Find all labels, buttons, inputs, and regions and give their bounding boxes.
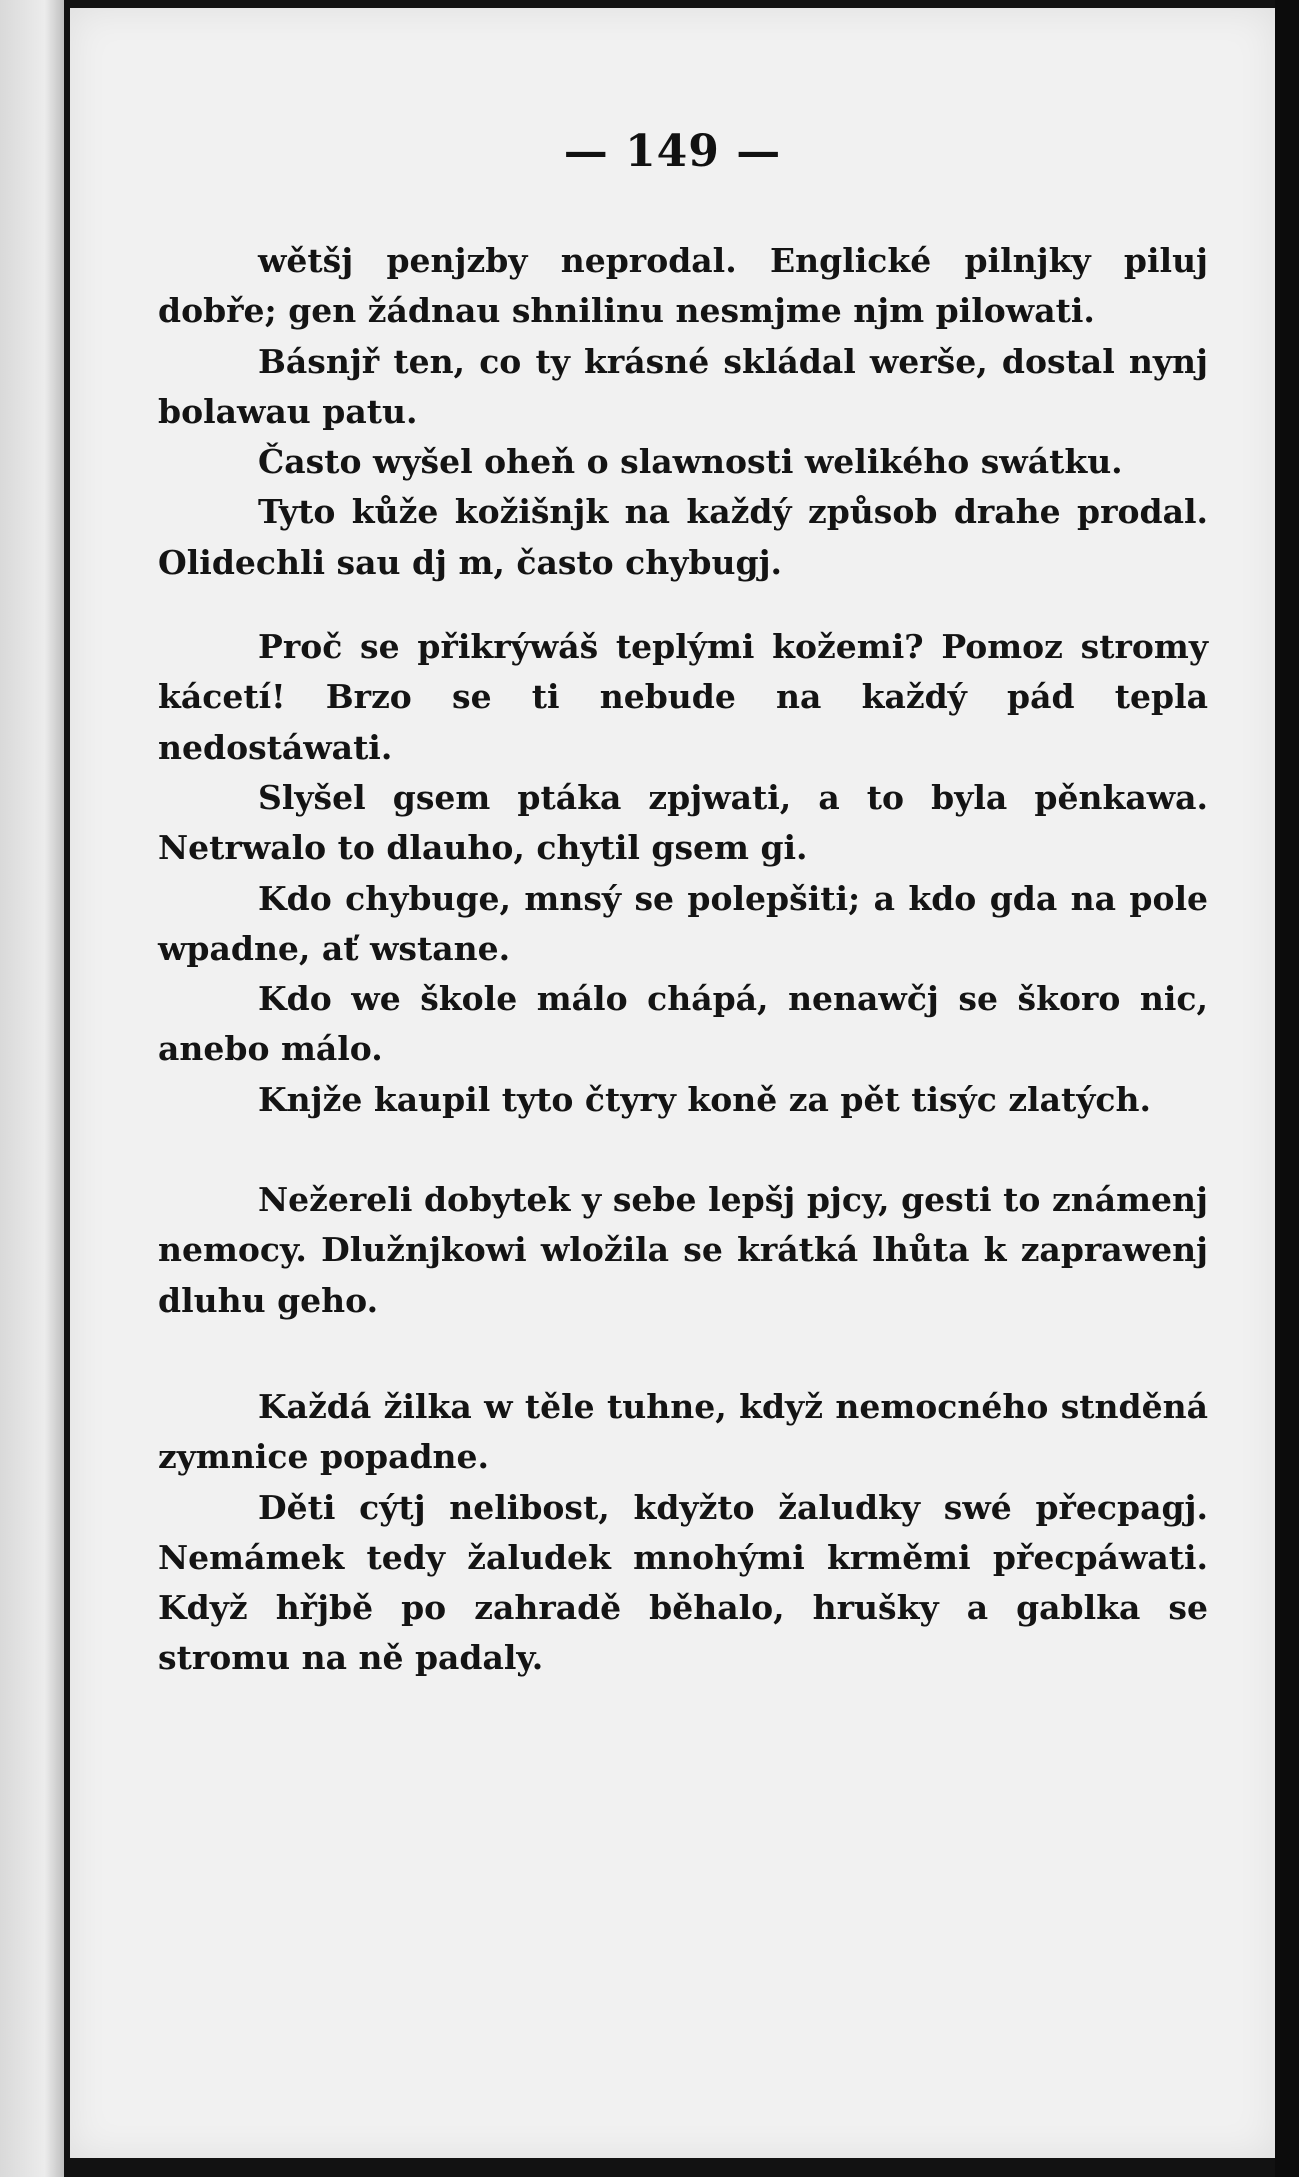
paragraph-5: Proč se přikrýwáš teplými kožemi? Pomoz stromy kácetí! Brzo se ti nebude na každý pád tepla nedostáwati. [158,627,1208,767]
paragraph-2: Básnjř ten, co ty krásné skládal werše, dostal nynj bolawau patu. [158,341,1208,431]
paragraph-10: Nežereli dobytek y sebe lepšj pjcy, gesti to známenj nemocy. Dlužnjkowi wložila se krátká lhůta k zaprawenj dluhu geho. [158,1180,1208,1320]
paragraph-gap [158,588,1208,622]
paragraph-12: Děti cýtj nelibost, kdyžto žaludky swé přecpagj. Nemámek tedy žaludek mnohými krměmi přecpáwati. Když hřjbě po zahradě běhalo, hrušky a gablka se stromu na ně padaly. [158,1487,1208,1678]
book-page [70,8,1275,2158]
paragraph-6: Slyšel gsem ptáka zpjwati, a to byla pěnkawa. Netrwalo to dlauho, chytil gsem gi. [158,777,1208,868]
paragraph-9: Knjže kaupil tyto čtyry koně za pět tisýc zlatých. [258,1079,1151,1119]
paragraph-gap [158,1326,1208,1382]
paragraph-1: wětšj penjzby neprodal. Englické pilnjky piluj dobře; gen žádnau shnilinu nesmjme njm pilowati. [158,241,1208,331]
paragraph-7: Kdo chybuge, mnsý se polepšiti; a kdo gda na pole wpadne, ať wstane. [158,878,1208,968]
paragraph-11: Každá žilka w těle tuhne, když nemocného stnděná zymnice popadne. [158,1386,1208,1477]
paragraph-gap [158,1125,1208,1175]
paragraph-3: Často wyšel oheň o slawnosti welikého swátku. [258,442,1123,482]
paragraph-8: Kdo we škole málo chápá, nenawčj se škoro nic, anebo málo. [158,979,1208,1069]
scan-border [1275,0,1299,2177]
page-number: — 149 — [563,126,782,177]
body-text [158,236,1208,1684]
facing-page-edge [0,0,64,2177]
paragraph-4: Tyto kůže kožišnjk na každý způsob drahe prodal. Olidechli sau dj m, často chybugj. [158,492,1208,582]
